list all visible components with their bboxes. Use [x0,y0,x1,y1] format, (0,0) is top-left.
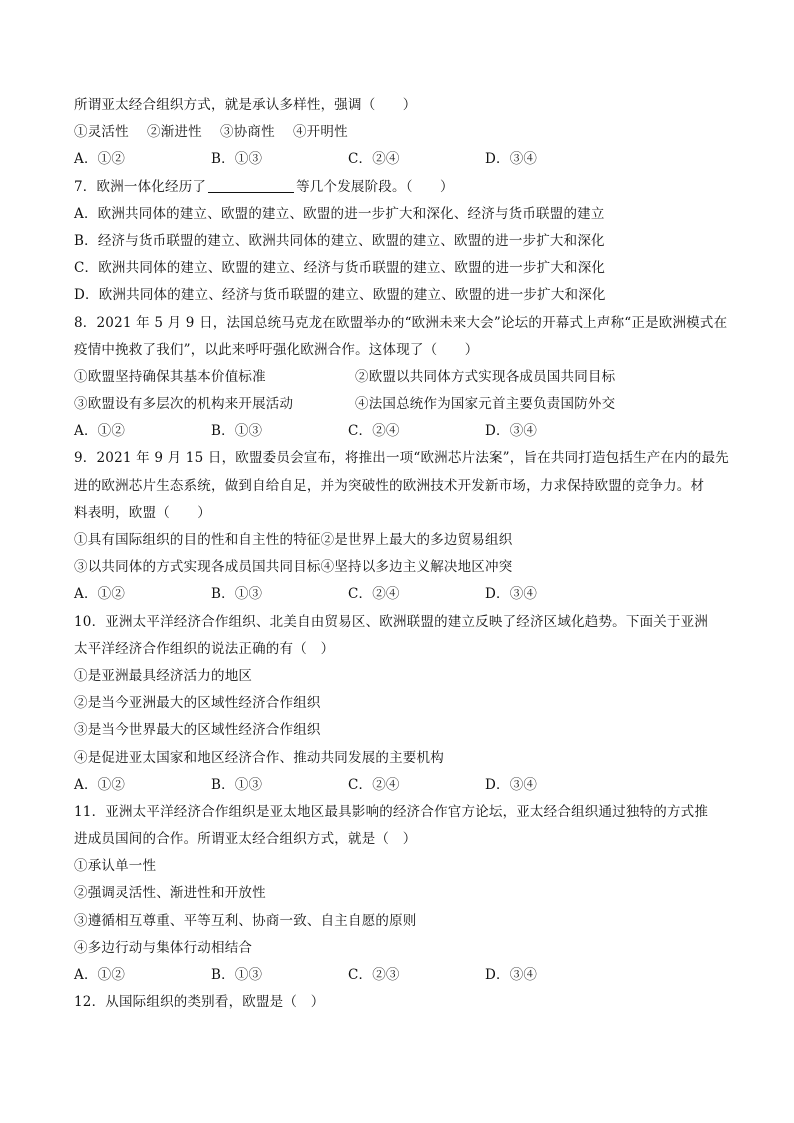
q8-item-2: ②欧盟以共同体方式实现各成员国共同目标 [355,368,616,385]
q6-option-c: C．②④ [348,151,400,168]
q6-option-d: D．③④ [485,151,538,168]
q8-stem-line-2: 疫情中挽救了我们”，以此来呼吁强化欧洲合作。这体现了（ ） [74,341,479,358]
q11-option-a: A．①② [74,967,126,983]
q7-option-b: B．经济与货币联盟的建立、欧洲共同体的建立、欧盟的建立、欧盟的进一步扩大和深化 [74,232,605,249]
q10-item-3: ③是当今世界最大的区域性经济合作组织 [74,722,321,739]
q10-option-c: C．②④ [348,776,400,793]
q9-items-row-1: ①具有国际组织的目的性和自主性的特征②是世界上最大的多边贸易组织 [74,532,513,548]
q7-stem-start: 7．欧洲一体化经历了 [74,178,207,195]
q9-options [74,581,724,608]
q8-option-b: B．①③ [211,423,263,440]
q9-stem-line-3: 料表明，欧盟（ ） [74,504,211,521]
q11-stem-line-2: 进成员国间的合作。所谓亚太经合组织方式，就是（ ） [74,831,417,848]
q7-option-c: C．欧洲共同体的建立、欧盟的建立、经济与货币联盟的建立、欧盟的进一步扩大和深化 [74,260,606,277]
q6-option-a: A．①② [74,151,126,168]
q9-items-row-2: ③以共同体的方式实现各成员国共同目标④坚持以多边主义解决地区冲突 [74,559,513,576]
q11-item-3: ③遵循相互尊重、平等互利、协商一致、自主自愿的原则 [74,912,417,929]
q6-options [74,146,724,173]
q8-item-4: ④法国总统作为国家元首主要负责国防外交 [355,396,616,413]
q7-option-a: A．欧洲共同体的建立、欧盟的建立、欧盟的进一步扩大和深化、经济与货币联盟的建立 [74,205,605,222]
q8-item-1: ①欧盟坚持确保其基本价值标准 [74,368,266,385]
q10-option-a: A．①② [74,776,126,793]
q10-option-d: D．③④ [485,776,538,793]
q7-blank [208,178,294,193]
q8-option-c: C．②④ [348,423,400,440]
q7-option-d: D．欧洲共同体的建立、经济与货币联盟的建立、欧盟的建立、欧盟的进一步扩大和深化 [74,287,606,304]
q6-stem: 所谓亚太经合组织方式，就是承认多样性，强调（ ） [74,97,417,113]
q10-stem-line-2: 太平洋经济合作组织的说法正确的有（ ） [74,640,335,657]
q10-options [74,772,724,799]
q11-stem-line-1: 11．亚洲太平洋经济合作组织是亚太地区最具影响的经济合作官方论坛，亚太经合组织通过独特的方式推 [74,803,709,820]
q11-item-4: ④多边行动与集体行动相结合 [74,939,253,956]
q9-option-b: B．①③ [211,586,263,603]
q9-option-a: A．①② [74,586,126,603]
q8-items-row-1 [74,364,724,391]
q6-items: ①灵活性 ②渐进性 ③协商性 ④开明性 [74,124,348,141]
q11-option-c: C．②③ [348,967,400,983]
q8-item-3: ③欧盟设有多层次的机构来开展活动 [74,396,294,413]
q8-option-a: A．①② [74,423,126,440]
q7-stem-end: 等几个发展阶段。（ ） [296,178,454,195]
q10-item-2: ②是当今亚洲最大的区域性经济合作组织 [74,695,321,712]
q11-option-d: D．③④ [485,967,538,983]
q8-option-d: D．③④ [485,423,538,440]
q8-stem-line-1: 8．2021 年 5 月 9 日，法国总统马克龙在欧盟举办的“欧洲未来大会”论坛的开幕式上声称“正是欧洲模式在 [74,314,728,331]
q10-item-1: ①是亚洲最具经济活力的地区 [74,667,253,684]
q8-items-row-2 [74,391,724,418]
q9-stem-line-2: 进的欧洲芯片生态系统，做到自给自足，并为突破性的欧洲技术开发新市场，力求保持欧盟的竞争力。材 [74,477,705,494]
q9-option-d: D．③④ [485,586,538,603]
q10-item-4: ④是促进亚太国家和地区经济合作、推动共同发展的主要机构 [74,749,444,766]
q6-option-b: B．①③ [211,151,263,168]
exam-page [74,92,729,1016]
q11-item-2: ②强调灵活性、渐进性和开放性 [74,885,266,902]
q8-options [74,418,724,445]
q10-option-b: B．①③ [211,776,263,793]
q9-stem-line-1: 9．2021 年 9 月 15 日，欧盟委员会宣布，将推出一项“欧洲芯片法案”，旨在共同打造包括生产在内的最先 [74,450,729,467]
q10-stem-line-1: 10．亚洲太平洋经济合作组织、北美自由贸易区、欧洲联盟的建立反映了经济区域化趋势。下面关于亚洲 [74,613,709,630]
q11-option-b: B．①③ [211,967,263,983]
q11-item-1: ①承认单一性 [74,858,157,875]
q11-options [74,962,724,989]
q9-option-c: C．②④ [348,586,400,603]
q7-stem [74,174,724,201]
q12-stem: 12．从国际组织的类别看，欧盟是（ ） [74,994,325,1011]
